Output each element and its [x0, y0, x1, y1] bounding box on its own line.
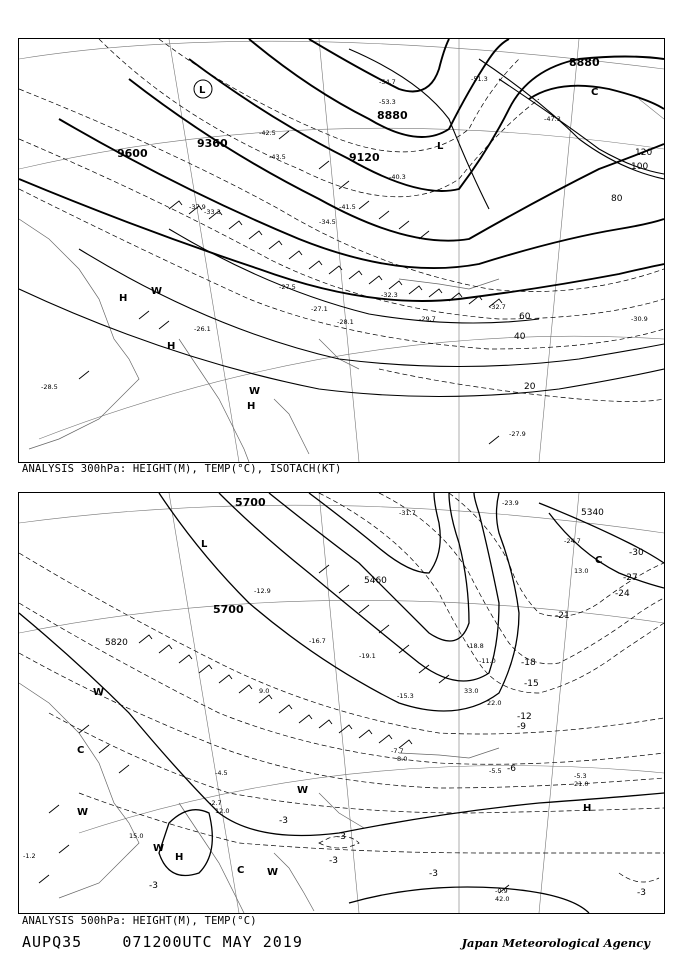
isotherm-label: -12 — [517, 712, 532, 722]
isotach-label: 100 — [631, 162, 649, 172]
svg-text:21.0: 21.0 — [574, 780, 589, 788]
wind-barbs — [39, 565, 509, 893]
warm-marker: W — [267, 867, 279, 878]
svg-text:-23.9: -23.9 — [502, 499, 519, 507]
height-contours — [19, 39, 664, 301]
caption-500hpa: ANALYSIS 500hPa: HEIGHT(M), TEMP(°C) — [22, 915, 257, 927]
chart-500hpa-canvas — [19, 493, 664, 913]
svg-text:42.0: 42.0 — [495, 895, 510, 903]
isotach-label: 20 — [524, 382, 536, 392]
height-label: 9120 — [349, 151, 380, 164]
svg-text:-43.5: -43.5 — [269, 153, 286, 161]
svg-text:-47.3: -47.3 — [544, 115, 561, 123]
svg-text:-40.3: -40.3 — [389, 173, 406, 181]
svg-text:-33.3: -33.3 — [204, 208, 221, 216]
isotherm-label: -3 — [149, 881, 158, 891]
svg-text:-53.3: -53.3 — [379, 98, 396, 106]
isotherm-label: -3 — [337, 832, 346, 842]
isotherm-label: -30 — [629, 548, 644, 558]
isotach-label: 40 — [514, 332, 526, 342]
svg-text:-26.1: -26.1 — [194, 325, 211, 333]
svg-text:12.0: 12.0 — [215, 807, 230, 815]
chart-300hpa — [18, 38, 665, 463]
latlon-grid — [19, 493, 664, 913]
isotach-label: 80 — [611, 194, 623, 204]
cold-marker: C — [77, 745, 85, 756]
high-marker: H — [119, 293, 128, 304]
svg-text:-16.7: -16.7 — [309, 637, 326, 645]
caption-300hpa: ANALYSIS 300hPa: HEIGHT(M), TEMP(°C), ISOTACH(KT) — [22, 463, 342, 475]
svg-text:-15.3: -15.3 — [397, 692, 414, 700]
temperature-readings — [23, 499, 588, 903]
isotherm-label: -3 — [329, 856, 338, 866]
bulletin-datetime: 071200UTC MAY 2019 — [122, 933, 303, 951]
latlon-grid — [19, 39, 664, 462]
svg-text:-32.7: -32.7 — [489, 303, 506, 311]
isotherms — [19, 39, 664, 402]
height-label: 9360 — [197, 137, 228, 150]
bulletin-header — [22, 933, 303, 951]
svg-text:15.0: 15.0 — [129, 832, 144, 840]
svg-text:-4.5: -4.5 — [215, 769, 228, 777]
isotach-label: 120 — [635, 148, 653, 158]
svg-text:-1.2: -1.2 — [23, 852, 36, 860]
chart-500hpa — [18, 492, 665, 914]
warm-marker: W — [93, 687, 105, 698]
height-label: 5340 — [581, 508, 604, 518]
svg-text:13.0: 13.0 — [574, 567, 589, 575]
height-label: 8880 — [377, 109, 408, 122]
svg-text:-54.7: -54.7 — [379, 78, 396, 86]
height-label: 8880 — [569, 56, 600, 69]
low-marker: L — [201, 539, 208, 550]
svg-text:-31.7: -31.7 — [399, 509, 416, 517]
svg-text:-27.5: -27.5 — [279, 283, 296, 291]
coastline — [19, 219, 499, 462]
svg-text:33.0: 33.0 — [464, 687, 479, 695]
svg-text:-32.3: -32.3 — [381, 291, 398, 299]
svg-text:-42.5: -42.5 — [259, 129, 276, 137]
isotherm-label: -3 — [429, 869, 438, 879]
bulletin-code: AUPQ35 — [22, 933, 83, 951]
height-label: 9600 — [117, 147, 148, 160]
height-label: 5700 — [213, 603, 244, 616]
svg-text:-19.1: -19.1 — [359, 652, 376, 660]
svg-text:-27.9: -27.9 — [509, 430, 526, 438]
agency-name: Japan Meteorological Agency — [461, 936, 650, 950]
svg-text:-27.1: -27.1 — [311, 305, 328, 313]
svg-text:-12.9: -12.9 — [254, 587, 271, 595]
low-marker — [194, 80, 212, 98]
svg-text:22.0: 22.0 — [487, 699, 502, 707]
svg-text:-5.3: -5.3 — [574, 772, 587, 780]
warm-marker: W — [249, 386, 261, 397]
isotachs — [19, 49, 664, 397]
height-label: 5700 — [235, 496, 266, 509]
warm-marker: W — [151, 286, 163, 297]
warm-marker: W — [297, 785, 309, 796]
svg-text:9.0: 9.0 — [259, 687, 270, 695]
chart-300hpa-canvas — [19, 39, 664, 462]
svg-text:-41.5: -41.5 — [339, 203, 356, 211]
low-marker: L — [437, 141, 444, 152]
svg-text:-7.7: -7.7 — [391, 747, 404, 755]
cold-marker: C — [595, 555, 603, 566]
warm-marker: W — [153, 843, 165, 854]
svg-text:-2.7: -2.7 — [209, 799, 222, 807]
isotherm-label: -27 — [623, 573, 638, 583]
svg-text:-30.9: -30.9 — [631, 315, 648, 323]
svg-text:-5.5: -5.5 — [489, 767, 502, 775]
svg-text:-51.3: -51.3 — [471, 75, 488, 83]
svg-text:L: L — [199, 85, 206, 96]
height-contours — [19, 493, 664, 913]
svg-text:-28.1: -28.1 — [337, 318, 354, 326]
cold-marker: C — [237, 865, 245, 876]
isotherm-label: -15 — [524, 679, 539, 689]
isotherm-label: -21 — [555, 611, 570, 621]
isotherm-label: -6 — [507, 764, 516, 774]
svg-text:-29.7: -29.7 — [419, 315, 436, 323]
height-label: 5460 — [364, 576, 387, 586]
high-marker: H — [583, 803, 592, 814]
high-marker: H — [167, 341, 176, 352]
isotherm-label: -24 — [615, 589, 630, 599]
isotherm-label: -9 — [517, 722, 526, 732]
svg-text:-11.0: -11.0 — [479, 657, 496, 665]
svg-text:-34.5: -34.5 — [319, 218, 336, 226]
svg-text:-24.7: -24.7 — [564, 537, 581, 545]
svg-text:8.0: 8.0 — [397, 755, 408, 763]
isotherm-label: -3 — [279, 816, 288, 826]
isotherm-label: -3 — [637, 888, 646, 898]
high-marker: H — [247, 401, 256, 412]
isotherm-label: -18 — [521, 658, 536, 668]
svg-text:-0.9: -0.9 — [495, 887, 508, 895]
svg-text:-18.8: -18.8 — [467, 642, 484, 650]
high-marker: H — [175, 852, 184, 863]
cold-marker: C — [591, 87, 599, 98]
temperature-readings — [41, 75, 648, 438]
isotherms — [19, 493, 664, 882]
height-label: 5820 — [105, 638, 128, 648]
warm-marker: W — [77, 807, 89, 818]
svg-text:-37.9: -37.9 — [189, 203, 206, 211]
svg-text:-28.5: -28.5 — [41, 383, 58, 391]
isotach-label: 60 — [519, 312, 531, 322]
